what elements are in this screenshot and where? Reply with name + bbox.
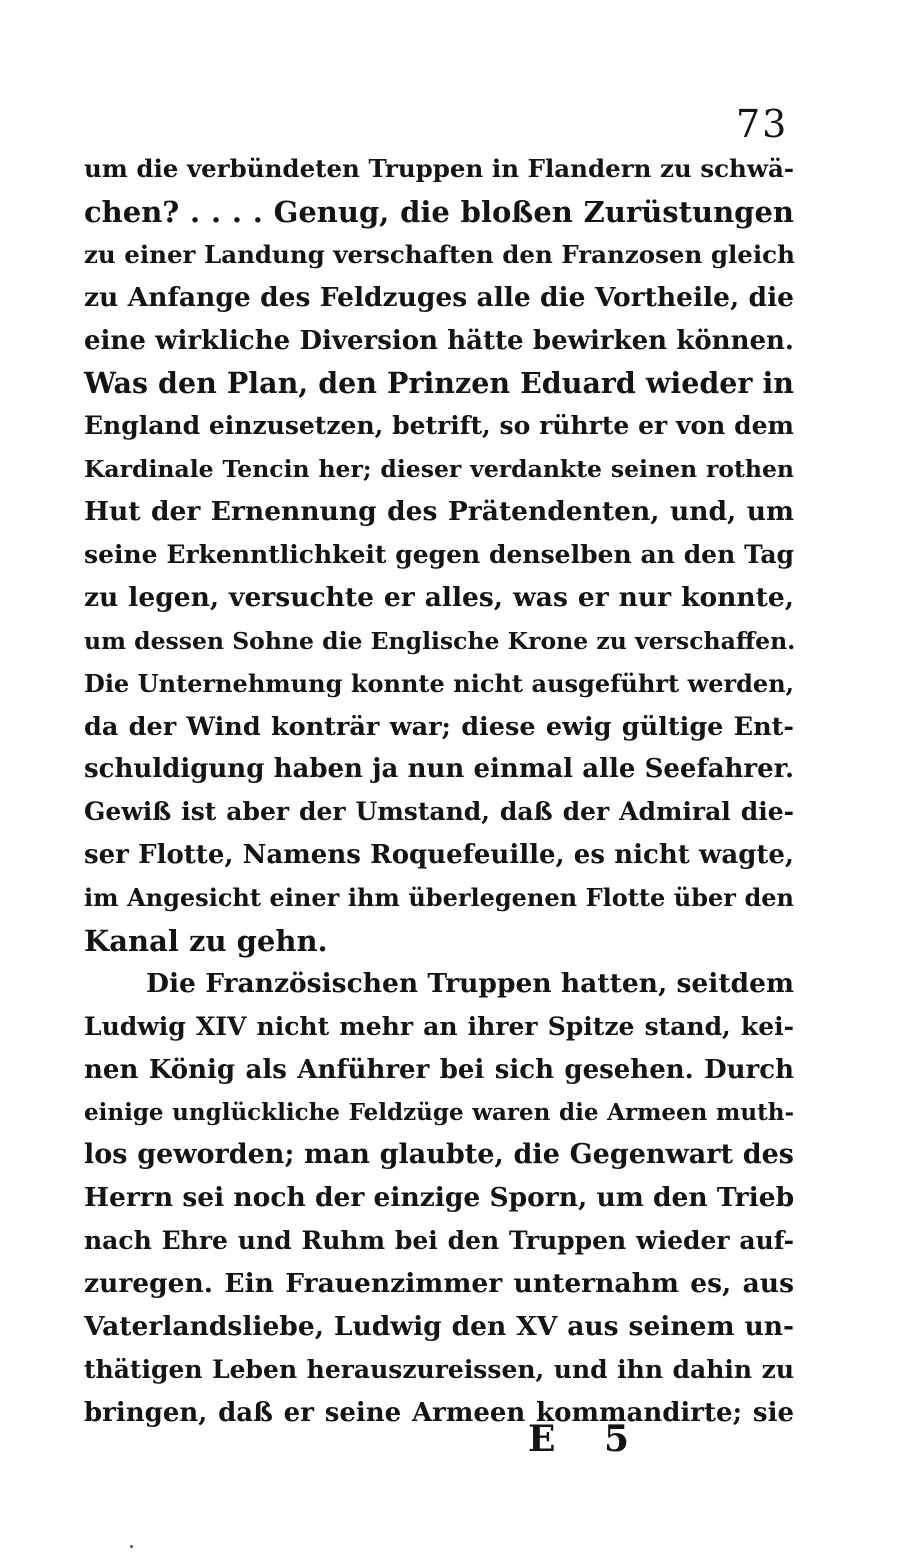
text-line: Hut der Ernennung des Prätendenten, und, um bbox=[84, 496, 794, 528]
text-line: im Angesicht einer ihm überlegenen Flotte über den bbox=[84, 883, 794, 913]
text-line: thätigen Leben herauszureissen, und ihn dahin zu bbox=[84, 1354, 794, 1384]
text-line: Die Französischen Truppen hatten, seitdem bbox=[146, 967, 794, 999]
text-line: Kanal zu gehn. bbox=[84, 924, 328, 959]
text-line: Die Unternehmung konnte nicht ausgeführt werden, bbox=[84, 668, 794, 698]
text-line: nen König als Anführer bei sich gesehen. Durch bbox=[84, 1054, 794, 1085]
text-line: England einzusetzen, betrift, so rührte er von dem bbox=[84, 411, 794, 441]
text-line: um die verbündeten Truppen in Flandern zu schwä- bbox=[84, 154, 794, 183]
text-line: bringen, daß er seine Armeen kommandirte; sie bbox=[84, 1397, 794, 1428]
text-line: ser Flotte, Namens Roquefeuille, es nicht wagte, bbox=[84, 840, 794, 871]
text-line: seine Erkenntlichkeit gegen denselben an den Tag bbox=[84, 540, 794, 570]
text-line: Kardinale Tencin her; dieser verdankte seinen rothen bbox=[84, 455, 794, 484]
page-number: 73 bbox=[736, 102, 789, 146]
paper-speck bbox=[130, 1545, 133, 1548]
text-line: nach Ehre und Ruhm bei den Truppen wieder auf- bbox=[84, 1226, 794, 1256]
text-line: los geworden; man glaubte, die Gegenwart des bbox=[84, 1139, 794, 1171]
text-line: Ludwig XIV nicht mehr an ihrer Spitze stand, kei- bbox=[84, 1011, 794, 1041]
text-line: um dessen Sohne die Englische Krone zu verschaffen. bbox=[84, 626, 796, 655]
text-line: Vaterlandsliebe, Ludwig den XV aus seinem un- bbox=[84, 1311, 794, 1343]
text-line: Gewiß ist aber der Umstand, daß der Admiral die- bbox=[84, 797, 794, 827]
text-line: zu einer Landung verschaften den Franzosen gleich bbox=[84, 239, 795, 269]
text-line: einige unglückliche Feldzüge waren die Armeen muth- bbox=[84, 1098, 794, 1126]
text-line: schuldigung haben ja nun einmal alle Seefahrer. bbox=[84, 754, 794, 785]
text-line: chen? . . . . Genug, die bloßen Zurüstungen bbox=[84, 194, 794, 229]
text-line: zuregen. Ein Frauenzimmer unternahm es, aus bbox=[84, 1268, 794, 1300]
text-line: zu Anfange des Feldzuges alle die Vortheile, die bbox=[84, 281, 794, 313]
signature-mark: E 5 bbox=[528, 1418, 648, 1460]
text-line: da der Wind konträr war; diese ewig gültige Ent- bbox=[84, 711, 794, 742]
body-text bbox=[84, 148, 794, 1435]
text-line: eine wirkliche Diversion hätte bewirken können. bbox=[84, 325, 794, 356]
text-line: zu legen, versuchte er alles, was er nur konnte, bbox=[84, 581, 794, 613]
text-line: Herrn sei noch der einzige Sporn, um den Trieb bbox=[84, 1182, 795, 1214]
text-line: Was den Plan, den Prinzen Eduard wieder in bbox=[84, 366, 794, 401]
